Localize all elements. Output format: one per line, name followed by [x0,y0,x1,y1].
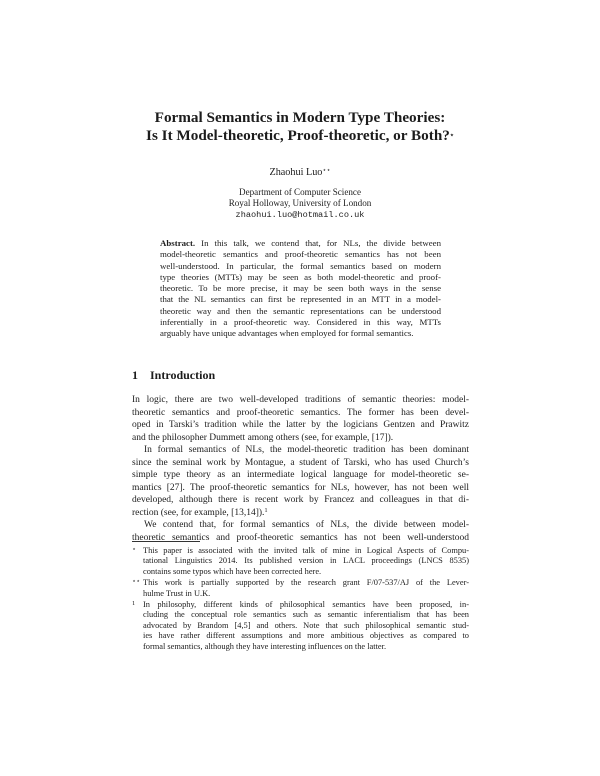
section-title: Introduction [150,368,216,382]
footnote-rule [132,541,200,542]
body-line: developed, although there is recent work by Francez and colleagues in that di- [132,495,469,506]
body-line: oped in Tarski’s tradition while the latter by the logicians Gentzen and Prawitz [132,420,469,431]
section-heading [132,368,215,382]
author-name: Zhaohui Luo [269,167,323,178]
affiliation [0,187,600,221]
footnote-line: hulme Trust in U.K. [143,588,211,598]
body-line: theoretic semantics and proof-theoretic semantics. The former has been devel- [132,407,469,418]
footnote-line: ies have rather different assumptions and more ambitious objectives as compared to [143,631,469,641]
footnote-line: This work is partially supported by the research grant F/07-537/AJ of the Lever- [143,578,469,588]
abstract-line: model-theoretic semantics and proof-theoretic semantics has not been [160,249,441,260]
body-line: In formal semantics of NLs, the model-theoretic tradition has been dominant [144,445,469,456]
body-line: rection (see, for example, [13,14]).$^1$ [132,506,268,518]
abstract [160,238,441,340]
abstract-line: theoretic. To be more precise, it may be seen both ways in the sense [160,283,441,294]
footnotes [132,546,469,652]
title-footnote-mark: ⋆ [449,132,454,139]
abstract-line: inferentially in a proof-theoretic way. Considered in this way, MTTs [160,317,441,328]
section-number: 1 [132,368,138,382]
footnote-1 [132,600,469,652]
footnote-title [132,546,469,577]
footnote-ref-1: 1 [264,506,268,514]
abstract-line: arguably have unique advantages when employed for formal semantics. [160,328,414,339]
author [0,166,600,179]
footnote-line: This paper is associated with the invited talk of mine in Logical Aspects of Compu- [143,546,469,555]
body-text [132,394,469,545]
footnote-line: cluding the conceptual role semantics such as semantic inferentialism that has been [143,610,469,620]
footnote-line: formal semantics, although they have interesting influences on the latter. [143,641,387,651]
abstract-label: Abstract. [160,238,196,248]
paper-title [0,109,600,145]
abstract-line: type theories (MTTs) may be seen as both model-theoretic and proof- [160,271,441,282]
body-line: since the seminal work by Montague, a student of Tarski, who has used Church’s [132,457,469,468]
abstract-line: well-understood. In particular, the formal semantics based on modern [160,260,441,271]
body-line: and the philosopher Dummett among others (see, for example, [17]). [132,432,394,443]
footnote-line: advocated by Brandom [4,5] and others. Note that such philosophical semantic stud- [143,620,469,630]
footnote-line: contains some typos which have been corrected here. [143,566,322,576]
body-line: theoretic semantics and proof-theoretic semantics has not been well-understood [132,533,469,544]
footnote-line: In philosophy, different kinds of philosophical semantics have been proposed, in- [143,599,469,609]
title-line-1: Formal Semantics in Modern Type Theories: [154,109,446,126]
footnote-mark: ⋆⋆ [132,578,141,586]
body-line: mantics [27]. The proof-theoretic semantics for NLs, however, has not been well [132,482,469,493]
title-line-2: Is It Model-theoretic, Proof-theoretic, or Both? [146,127,450,144]
author-footnote-mark: ⋆⋆ [322,167,331,174]
affiliation-organization: Royal Holloway, University of London [228,198,372,209]
body-line: simple type theory as an intermediate logical language for model-theoretic se- [132,470,469,481]
body-line: We contend that, for formal semantics of NLs, the divide between model- [144,520,469,531]
affiliation-department: Department of Computer Science [239,187,361,197]
abstract-line: that the NL semantics can first be represented in an MTT in a model- [160,294,441,305]
body-line: In logic, there are two well-developed traditions of semantic theories: model- [132,395,469,405]
footnote-author [132,578,469,599]
footnote-mark: ⋆ [132,546,137,553]
footnote-mark: 1 [132,599,136,607]
author-email: zhaohui.luo@hotmail.co.uk [235,209,365,220]
abstract-line: theoretic way and then the semantic representations can be understood [160,305,441,316]
footnote-line: tational Linguistics 2014. Its published version in LACL proceedings (LNCS 8535) [143,556,469,566]
abstract-line: Abstract. In this talk, we contend that, for NLs, the divide between [160,238,441,248]
